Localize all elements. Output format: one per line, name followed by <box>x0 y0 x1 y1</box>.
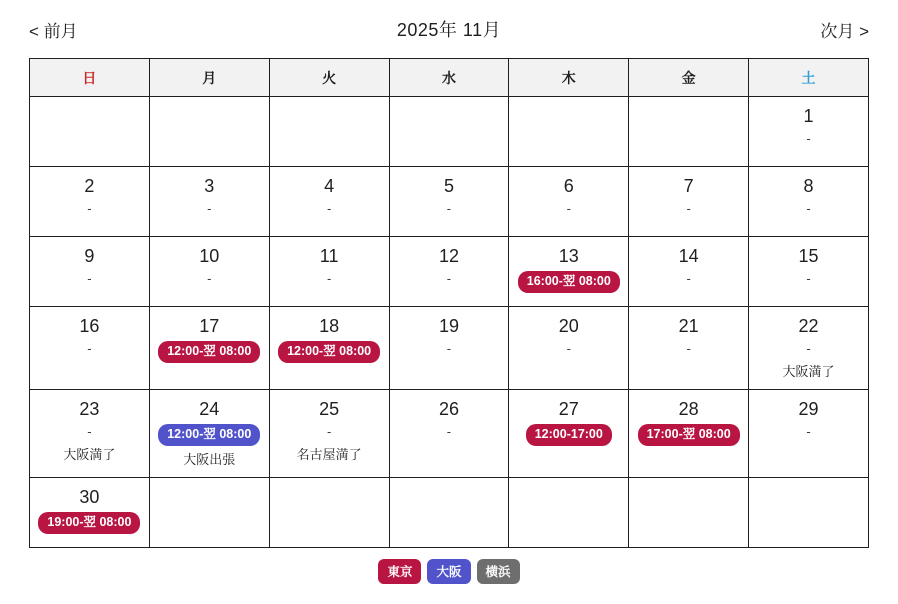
day-cell-13[interactable] <box>509 237 629 307</box>
day-number: 22 <box>798 316 819 336</box>
prev-month-link[interactable]: < 前月 <box>29 21 78 41</box>
no-shift-dash: - <box>207 201 212 217</box>
legend-pill-osaka: 大阪 <box>427 559 470 584</box>
day-number: 26 <box>438 399 459 420</box>
empty-cell <box>269 478 389 548</box>
day-cell-25 <box>269 390 389 478</box>
no-shift-dash: - <box>566 201 571 217</box>
no-shift-dash: - <box>446 341 452 357</box>
day-note: 大阪満了 <box>63 447 116 463</box>
day-number: 4 <box>324 176 335 196</box>
day-cell-2 <box>30 167 150 237</box>
day-cell-17[interactable] <box>149 307 269 390</box>
shift-time-badge[interactable]: 16:00-翌 08:00 <box>518 271 620 293</box>
no-shift-dash: - <box>446 424 452 440</box>
day-cell-12 <box>389 237 509 307</box>
no-shift-dash: - <box>87 201 92 217</box>
weekday-header-日: 日 <box>30 59 150 97</box>
day-number: 28 <box>678 399 699 420</box>
week-row <box>30 307 869 390</box>
day-number: 15 <box>798 246 819 266</box>
day-number: 29 <box>798 399 819 420</box>
day-note: 大阪出張 <box>183 452 236 468</box>
day-number: 3 <box>204 176 215 196</box>
week-row <box>30 478 869 548</box>
no-shift-dash: - <box>686 201 691 217</box>
day-cell-5 <box>389 167 509 237</box>
no-shift-dash: - <box>806 341 811 357</box>
day-note: 大阪満了 <box>782 364 835 380</box>
day-number: 19 <box>438 316 459 336</box>
no-shift-dash: - <box>326 201 332 217</box>
no-shift-dash: - <box>686 271 691 287</box>
week-row <box>30 167 869 237</box>
day-cell-30[interactable] <box>30 478 150 548</box>
no-shift-dash: - <box>87 341 92 357</box>
day-cell-27[interactable] <box>509 390 629 478</box>
no-shift-dash: - <box>207 271 212 287</box>
day-number: 12 <box>438 246 459 266</box>
day-cell-26 <box>389 390 509 478</box>
shift-time-badge[interactable]: 12:00-翌 08:00 <box>158 341 260 363</box>
empty-cell <box>149 478 269 548</box>
weekday-header-金: 金 <box>629 59 749 97</box>
empty-cell <box>389 97 509 167</box>
day-cell-3 <box>149 167 269 237</box>
next-month-link[interactable]: 次月 > <box>820 21 869 41</box>
legend-pill-yokohama: 横浜 <box>477 559 520 584</box>
shift-time-badge[interactable]: 12:00-翌 08:00 <box>158 424 260 446</box>
day-number: 21 <box>678 316 699 336</box>
shift-time-badge[interactable]: 17:00-翌 08:00 <box>638 424 740 446</box>
day-number: 27 <box>558 399 579 420</box>
empty-cell <box>30 97 150 167</box>
no-shift-dash: - <box>326 424 332 440</box>
day-cell-1 <box>749 97 869 167</box>
no-shift-dash: - <box>806 271 811 287</box>
day-cell-20 <box>509 307 629 390</box>
weekday-header-水: 水 <box>389 59 509 97</box>
empty-cell <box>509 478 629 548</box>
no-shift-dash: - <box>566 341 571 357</box>
no-shift-dash: - <box>446 271 452 287</box>
day-cell-11 <box>269 237 389 307</box>
day-cell-8 <box>749 167 869 237</box>
calendar-table <box>29 58 869 548</box>
day-cell-22 <box>749 307 869 390</box>
no-shift-dash: - <box>806 424 811 440</box>
empty-cell <box>629 478 749 548</box>
empty-cell <box>629 97 749 167</box>
day-number: 17 <box>199 316 220 336</box>
no-shift-dash: - <box>87 424 92 440</box>
day-cell-7 <box>629 167 749 237</box>
weekday-header-月: 月 <box>149 59 269 97</box>
weekday-header-火: 火 <box>269 59 389 97</box>
day-cell-9 <box>30 237 150 307</box>
empty-cell <box>509 97 629 167</box>
day-cell-16 <box>30 307 150 390</box>
empty-cell <box>269 97 389 167</box>
empty-cell <box>749 478 869 548</box>
day-number: 5 <box>443 176 454 196</box>
empty-cell <box>389 478 509 548</box>
calendar-page <box>29 0 869 584</box>
day-number: 8 <box>803 176 814 196</box>
no-shift-dash: - <box>686 341 691 357</box>
day-cell-14 <box>629 237 749 307</box>
day-number: 30 <box>79 487 100 508</box>
day-number: 7 <box>683 176 694 196</box>
day-number: 23 <box>79 399 100 420</box>
day-number: 14 <box>678 246 699 266</box>
day-cell-10 <box>149 237 269 307</box>
day-cell-29 <box>749 390 869 478</box>
day-cell-19 <box>389 307 509 390</box>
day-number: 16 <box>79 316 100 336</box>
day-number: 10 <box>199 246 220 266</box>
shift-time-badge[interactable]: 12:00-翌 08:00 <box>278 341 380 363</box>
day-number: 13 <box>558 246 579 266</box>
day-number: 25 <box>319 399 340 420</box>
day-number: 2 <box>84 176 95 196</box>
location-legend <box>29 559 869 584</box>
day-cell-6 <box>509 167 629 237</box>
day-cell-18[interactable] <box>269 307 389 390</box>
day-cell-15 <box>749 237 869 307</box>
shift-time-badge[interactable]: 12:00-17:00 <box>526 424 612 446</box>
week-row <box>30 390 869 478</box>
week-row <box>30 97 869 167</box>
shift-time-badge[interactable]: 19:00-翌 08:00 <box>38 512 140 534</box>
day-cell-23 <box>30 390 150 478</box>
no-shift-dash: - <box>87 271 92 287</box>
day-number: 9 <box>84 246 95 266</box>
day-number: 24 <box>199 399 220 420</box>
weekday-header-row <box>30 59 869 97</box>
day-cell-21 <box>629 307 749 390</box>
no-shift-dash: - <box>326 271 332 287</box>
empty-cell <box>149 97 269 167</box>
page-title: 2025年 11月 <box>396 20 502 40</box>
day-cell-28[interactable] <box>629 390 749 478</box>
day-number: 18 <box>319 316 340 336</box>
no-shift-dash: - <box>806 201 811 217</box>
weekday-header-土: 土 <box>749 59 869 97</box>
weekday-header-木: 木 <box>509 59 629 97</box>
no-shift-dash: - <box>446 201 452 217</box>
day-number: 1 <box>803 106 814 126</box>
day-cell-4 <box>269 167 389 237</box>
calendar-header <box>29 0 869 58</box>
week-row <box>30 237 869 307</box>
day-number: 6 <box>563 176 574 196</box>
no-shift-dash: - <box>806 131 811 147</box>
day-cell-24[interactable] <box>149 390 269 478</box>
day-note: 名古屋満了 <box>296 447 362 463</box>
legend-pill-tokyo: 東京 <box>378 559 421 584</box>
day-number: 20 <box>558 316 579 336</box>
day-number: 11 <box>319 246 339 266</box>
